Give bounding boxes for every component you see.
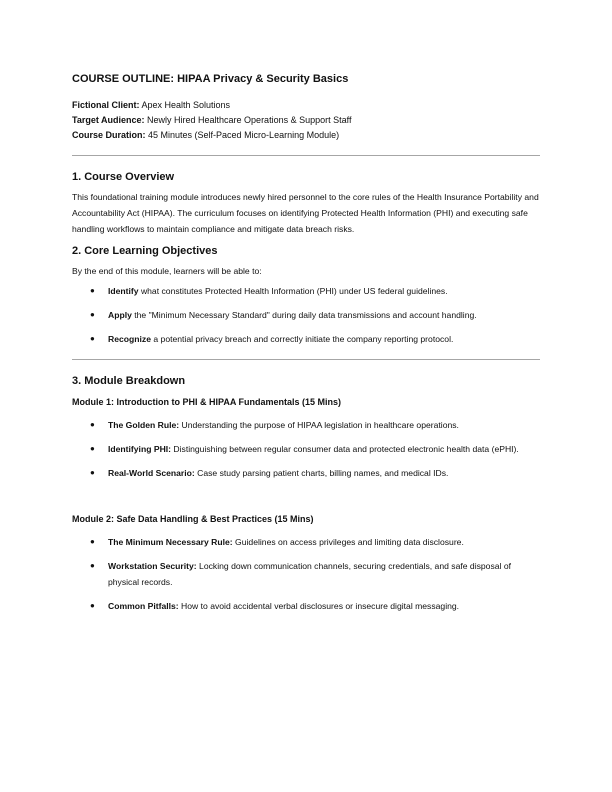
list-item — [72, 558, 540, 590]
meta-duration-value: 45 Minutes (Self-Paced Micro-Learning Module) — [145, 130, 340, 140]
bullet-icon: ● — [90, 561, 95, 570]
item-keyword: The Minimum Necessary Rule: — [108, 537, 233, 547]
bullet-icon: ● — [90, 468, 95, 477]
section-divider — [72, 155, 540, 156]
item-keyword: Workstation Security: — [108, 561, 197, 571]
section-divider — [72, 359, 540, 360]
list-item — [72, 534, 540, 550]
bullet-icon: ● — [90, 537, 95, 546]
item-keyword: The Golden Rule: — [108, 420, 180, 430]
list-item — [72, 307, 540, 323]
list-item — [72, 598, 540, 614]
bullet-icon: ● — [90, 310, 95, 319]
item-text: Understanding the purpose of HIPAA legislation in healthcare operations. — [179, 420, 459, 430]
list-item — [72, 441, 540, 457]
meta-audience — [72, 113, 540, 128]
module-2-list — [72, 534, 540, 614]
objectives-heading: 2. Core Learning Objectives — [72, 245, 218, 257]
list-item — [72, 417, 540, 433]
item-text: How to avoid accidental verbal disclosures or insecure digital messaging. — [178, 601, 460, 611]
meta-audience-value: Newly Hired Healthcare Operations & Support Staff — [144, 115, 352, 125]
bullet-icon: ● — [90, 601, 95, 610]
bullet-icon: ● — [90, 334, 95, 343]
item-keyword: Identifying PHI: — [108, 444, 172, 454]
item-text: Distinguishing between regular consumer data and protected electronic health data (ePHI). — [171, 444, 519, 454]
meta-duration — [72, 128, 540, 143]
item-keyword: Real-World Scenario: — [108, 468, 195, 478]
item-text: a potential privacy breach and correctly initiate the company reporting protocol. — [150, 334, 454, 344]
item-keyword: Apply — [108, 310, 132, 320]
item-keyword: Identify — [108, 286, 139, 296]
course-meta — [72, 98, 540, 143]
document-title: COURSE OUTLINE: HIPAA Privacy & Security Basics — [72, 73, 349, 85]
item-text: what constitutes Protected Health Information (PHI) under US federal guidelines. — [138, 286, 448, 296]
objectives-list — [72, 283, 540, 347]
list-item — [72, 331, 540, 347]
meta-client — [72, 98, 540, 113]
item-text: Locking down communication channels, securing credentials, and safe disposal of physical records. — [108, 561, 512, 587]
bullet-icon: ● — [90, 420, 95, 429]
meta-audience-label: Target Audience: — [72, 115, 145, 125]
module-1-title: Module 1: Introduction to PHI & HIPAA Fundamentals (15 Mins) — [72, 397, 342, 407]
list-item — [72, 465, 540, 481]
item-keyword: Recognize — [108, 334, 151, 344]
objectives-intro: By the end of this module, learners will be able to: — [72, 266, 262, 276]
meta-client-label: Fictional Client: — [72, 100, 140, 110]
module-2-title: Module 2: Safe Data Handling & Best Practices (15 Mins) — [72, 514, 314, 524]
meta-duration-label: Course Duration: — [72, 130, 146, 140]
item-text: Case study parsing patient charts, billing names, and medical IDs. — [194, 468, 449, 478]
list-item — [72, 283, 540, 299]
meta-client-value: Apex Health Solutions — [139, 100, 231, 110]
bullet-icon: ● — [90, 444, 95, 453]
document-page — [72, 72, 540, 614]
item-text: Guidelines on access privileges and limiting data disclosure. — [232, 537, 464, 547]
item-keyword: Common Pitfalls: — [108, 601, 179, 611]
overview-heading: 1. Course Overview — [72, 171, 175, 183]
module-1-list — [72, 417, 540, 481]
overview-text: This foundational training module introduces newly hired personnel to the core rules of the Health Insurance Portability and Accountability Act (HIPAA). The curriculum focuses on identifying Protected Health Information (PHI) and executing safe handling workflows to maintain compliance and mitigate data breach risks. — [72, 192, 539, 234]
breakdown-heading: 3. Module Breakdown — [72, 375, 186, 387]
item-text: the "Minimum Necessary Standard" during daily data transmissions and account handling. — [131, 310, 477, 320]
bullet-icon: ● — [90, 286, 95, 295]
